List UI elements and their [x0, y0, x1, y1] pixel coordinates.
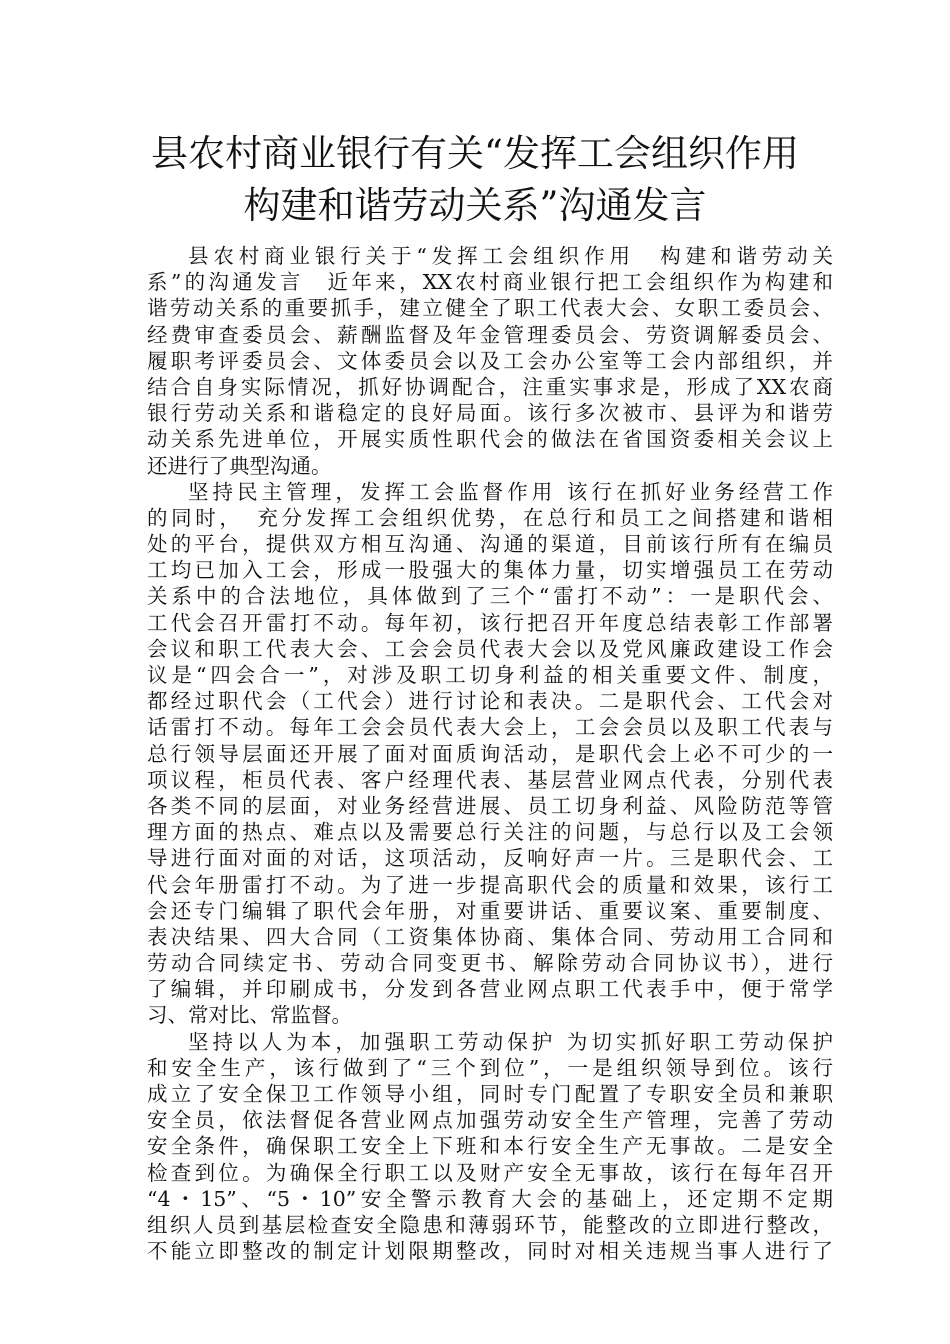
text-line: 还进行了典型沟通。 [147, 453, 332, 478]
text-line: 系”的沟通发言 近年来，XX农村商业银行把工会组织作为构建和 [147, 270, 833, 295]
text-line: 话雷打不动。每年工会会员代表大会上，工会会员以及职工代表与 [147, 715, 833, 740]
text-line: 工均已加入工会，形成一股强大的集体力量，切实增强员工在劳动 [147, 558, 833, 583]
paragraph-3 [147, 1029, 833, 1265]
text-line: 劳动合同续定书、劳动合同变更书、解除劳动合同协议书），进行 [147, 951, 833, 976]
text-line: 会还专门编辑了职代会年册，对重要讲话、重要议案、重要制度、 [147, 898, 833, 923]
text-line: 代会年册雷打不动。为了进一步提高职代会的质量和效果，该行工 [147, 872, 833, 897]
text-line: 工代会召开雷打不动。每年初，该行把召开年度总结表彰工作部署 [147, 610, 833, 635]
text-line: 结合自身实际情况，抓好协调配合，注重实事求是，形成了XX农商 [147, 374, 833, 399]
paragraph-1 [147, 243, 833, 479]
text-line: 关系中的合法地位，具体做到了三个“雷打不动”：一是职代会、 [147, 584, 833, 609]
text-line: 各类不同的层面，对业务经营进展、员工切身利益、风险防范等管 [147, 793, 833, 818]
text-line: 表决结果、四大合同（工资集体协商、集体合同、劳动用工合同和 [147, 924, 833, 949]
title-line-2: 构建和谐劳动关系”沟通发言 [243, 184, 707, 227]
document-title [100, 128, 850, 232]
document-body [147, 243, 833, 1264]
text-line: 坚持民主管理，发挥工会监督作用 该行在抓好业务经营工作 [188, 479, 833, 504]
paragraph-2 [147, 479, 833, 1029]
text-line: 处的平台，提供双方相互沟通、沟通的渠道，目前该行所有在编员 [147, 532, 833, 557]
text-line: 县农村商业银行关于“发挥工会组织作用 构建和谐劳动关 [188, 244, 833, 268]
text-line: 经费审查委员会、薪酬监督及年金管理委员会、劳资调解委员会、 [147, 322, 833, 347]
text-line: 检查到位。为确保全行职工以及财产安全无事故，该行在每年召开 [147, 1160, 833, 1185]
text-line: 动关系先进单位，开展实质性职代会的做法在省国资委相关会议上 [147, 427, 833, 452]
text-line: 项议程，柜员代表、客户经理代表、基层营业网点代表，分别代表 [147, 767, 833, 792]
text-line: 习、常对比、常监督。 [147, 1003, 352, 1028]
text-line: 总行领导层面还开展了面对面质询活动，是职代会上必不可少的一 [147, 741, 833, 766]
text-line: 导进行面对面的对话，这项活动，反响好声一片。三是职代会、工 [147, 846, 833, 871]
text-line: 了编辑，并印刷成书，分发到各营业网点职工代表手中，便于常学 [147, 977, 833, 1002]
text-line: 谐劳动关系的重要抓手，建立健全了职工代表大会、女职工委员会、 [147, 296, 833, 321]
text-line: 都经过职代会（工代会）进行讨论和表决。二是职代会、工代会对 [147, 689, 833, 714]
text-line: 银行劳动关系和谐稳定的良好局面。该行多次被市、县评为和谐劳 [147, 401, 833, 426]
text-line: 组织人员到基层检查安全隐患和薄弱环节，能整改的立即进行整改， [147, 1212, 833, 1237]
title-line-1: 县农村商业银行有关“发挥工会组织作用 [151, 132, 799, 175]
text-line: 不能立即整改的制定计划限期整改，同时对相关违规当事人进行了 [147, 1239, 833, 1264]
text-line: 坚持以人为本，加强职工劳动保护 为切实抓好职工劳动保护 [188, 1029, 833, 1054]
text-line: 议是“四会合一”，对涉及职工切身利益的相关重要文件、制度， [147, 663, 833, 687]
text-line: 安全条件，确保职工安全上下班和本行安全生产无事故。二是安全 [147, 1134, 833, 1159]
text-line: 安全员，依法督促各营业网点加强劳动安全生产管理，完善了劳动 [147, 1108, 833, 1133]
text-line: 理方面的热点、难点以及需要总行关注的问题，与总行以及工会领 [147, 820, 833, 845]
text-line: 成立了安全保卫工作领导小组，同时专门配置了专职安全员和兼职 [147, 1082, 833, 1106]
text-line: 的同时， 充分发挥工会组织优势，在总行和员工之间搭建和谐相 [147, 505, 833, 530]
text-line: “4・15”、“5・10”安全警示教育大会的基础上，还定期不定期 [147, 1186, 833, 1211]
text-line: 会议和职工代表大会、工会会员代表大会以及党风廉政建设工作会 [147, 636, 833, 661]
text-line: 履职考评委员会、文体委员会以及工会办公室等工会内部组织，并 [147, 348, 833, 373]
text-line: 和安全生产，该行做到了“三个到位”，一是组织领导到位。该行 [147, 1055, 833, 1080]
